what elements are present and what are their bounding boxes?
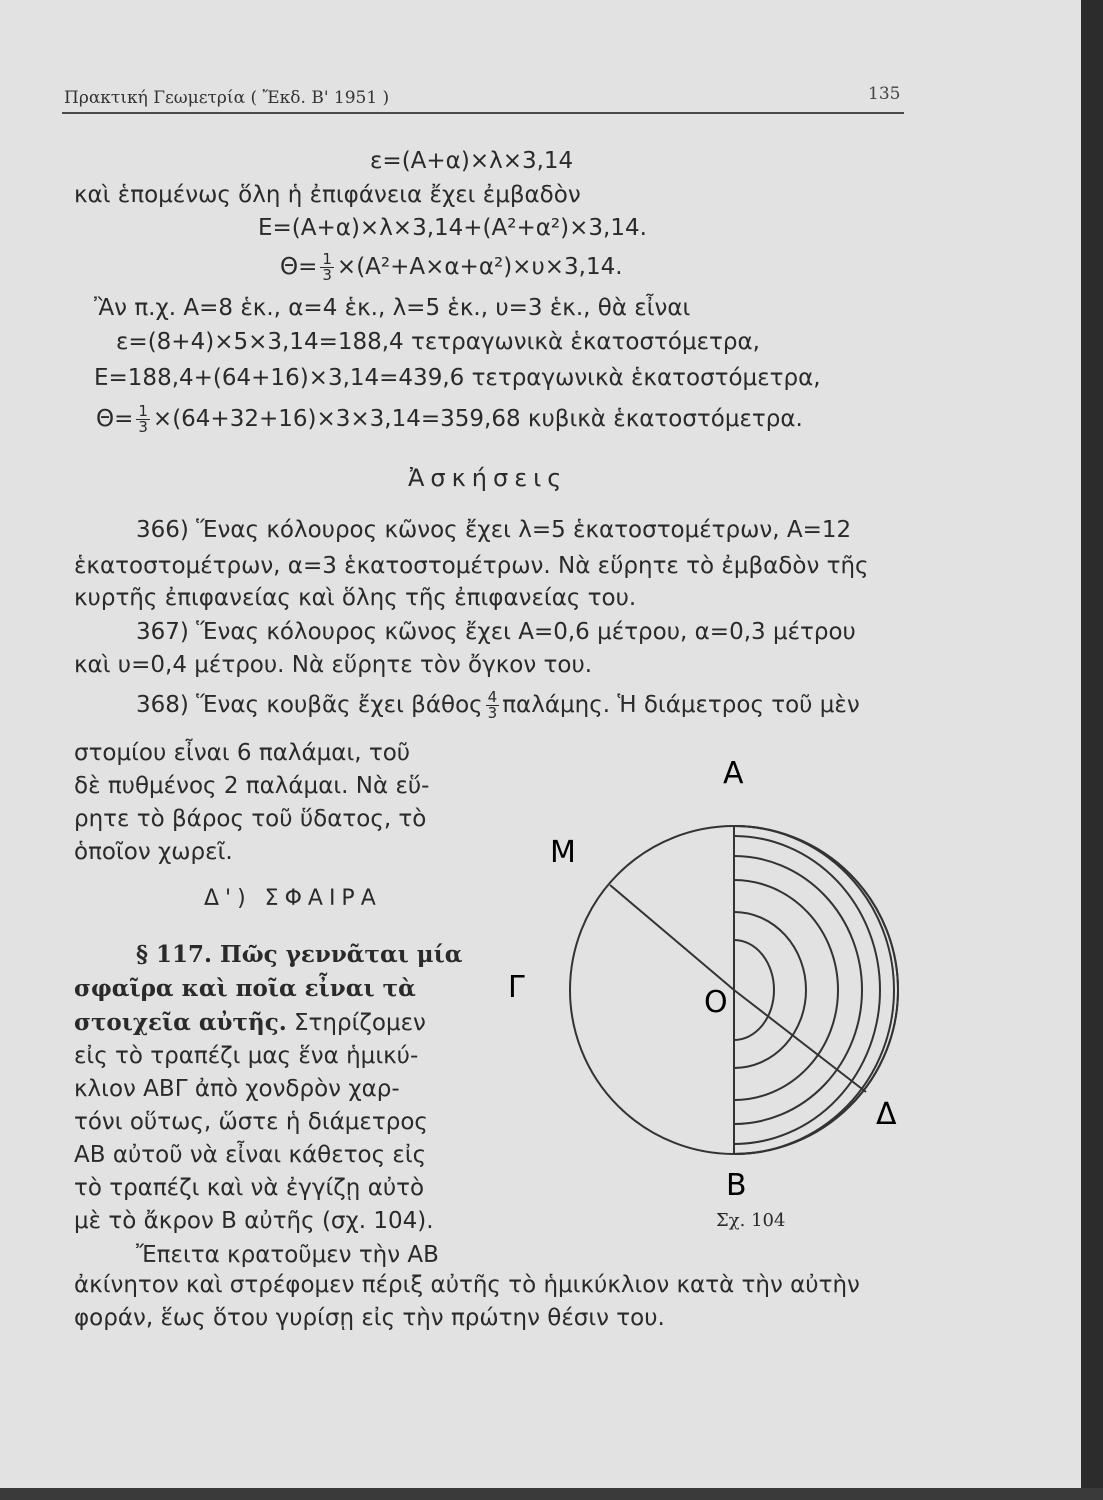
section-title: Δ') ΣΦΑΙΡΑ (204, 886, 382, 911)
fraction-denominator: 3 (322, 266, 332, 284)
exercise-366-line: ἑκατοστομέτρων, α=3 ἑκατοστομέτρων. Νὰ εὕρητε τὸ ἐμβαδὸν τῆς (74, 553, 869, 579)
section-heading-line: στοιχεῖα αὐτῆς. (74, 1009, 287, 1036)
paragraph-line: τὸ τραπέζι καὶ νὰ ἐγγίζῃ αὐτὸ (74, 1175, 425, 1201)
fraction-one-third (136, 404, 150, 435)
formula-theta (280, 252, 623, 283)
semicircle-arc-4 (734, 912, 806, 1068)
paragraph-continuation: Στηρίζομεν (286, 1010, 426, 1036)
fraction-numerator: 4 (487, 688, 498, 706)
figure-caption: Σχ. 104 (716, 1210, 786, 1231)
section-heading-line: § 117. Πῶς γεννᾶται μία (136, 941, 463, 968)
fraction-denominator: 3 (487, 704, 498, 722)
fraction-one-third (320, 252, 334, 283)
exercise-367-line: 367) Ἕνας κόλουρος κῶνος ἔχει Α=0,6 μέτρου, α=0,3 μέτρου (136, 619, 856, 645)
fraction-numerator: 1 (138, 402, 148, 420)
semicircle-edge-2 (734, 826, 894, 1154)
page-number: 135 (868, 84, 901, 104)
exercises-heading: Ἀσκήσεις (408, 464, 568, 492)
formula-E: Ε=(Α+α)×λ×3,14+(Α²+α²)×3,14. (258, 215, 647, 241)
sphere-diagram (500, 740, 960, 1240)
semicircle-arc-2 (734, 856, 862, 1124)
exercise-368-line: στομίου εἶναι 6 παλάμαι, τοῦ (74, 740, 411, 766)
formula-intro: καὶ ἑπομένως ὅλη ἡ ἐπιφάνεια ἔχει ἐμβαδὸν (74, 182, 581, 208)
label-A: Α (723, 756, 744, 791)
fraction-four-thirds (486, 690, 500, 721)
formula-eps: ε=(Α+α)×λ×3,14 (370, 148, 574, 174)
fraction-numerator: 1 (322, 250, 332, 268)
radius-line-M (610, 885, 734, 990)
exercise-366-line: 366) Ἕνας κόλουρος κῶνος ἔχει λ=5 ἑκατοστομέτρων, Α=12 (136, 517, 852, 543)
running-header: Πρακτική Γεωμετρία ( Ἔκδ. Β' 1951 ) (64, 88, 390, 108)
paragraph-line: κλιον ΑΒΓ ἀπὸ χονδρὸν χαρ- (74, 1076, 400, 1102)
exercise-368-line: ὁποῖον χωρεῖ. (74, 839, 233, 865)
formula-theta-rhs: ×(Α²+Α×α+α²)×υ×3,14. (336, 254, 623, 280)
paragraph-line: εἰς τὸ τραπέζι μας ἕνα ἡμικύ- (74, 1043, 419, 1069)
page-edge-right (1081, 0, 1103, 1500)
paragraph2-line: Ἔπειτα κρατοῦμεν τὴν ΑΒ (136, 1242, 439, 1268)
exercise-367-line: καὶ υ=0,4 μέτρου. Νὰ εὕρητε τὸν ὄγκον του. (74, 652, 593, 678)
page-edge-bottom (0, 1488, 1103, 1500)
label-M: Μ (550, 835, 576, 870)
paragraph-line: ΑΒ αὐτοῦ νὰ εἶναι κάθετος εἰς (74, 1142, 427, 1168)
example-given: Ἂν π.χ. Α=8 ἑκ., α=4 ἑκ., λ=5 ἑκ., υ=3 ἑκ., θὰ εἶναι (94, 295, 691, 321)
section-heading-line-3 (74, 1008, 426, 1038)
section-heading-line: σφαῖρα καὶ ποῖα εἶναι τὰ (74, 975, 416, 1002)
paragraph-line: μὲ τὸ ἄκρον Β αὐτῆς (σχ. 104). (74, 1208, 434, 1234)
formula-theta-lhs: Θ= (280, 254, 318, 280)
radius-line-D (734, 990, 866, 1092)
header-rule (62, 112, 904, 114)
exercise-368-part-b: παλάμης. Ἡ διάμετρος τοῦ μὲν (502, 692, 860, 718)
example-theta-lhs: Θ= (96, 406, 134, 432)
label-G: Γ (508, 970, 525, 1005)
exercise-368-first-line (136, 690, 860, 721)
example-E: Ε=188,4+(64+16)×3,14=439,6 τετραγωνικὰ ἑκατοστόμετρα, (94, 365, 821, 391)
label-D: Δ (876, 1097, 897, 1132)
label-O: Ο (704, 985, 728, 1020)
example-theta (96, 404, 803, 435)
semicircle-edge-1 (734, 826, 898, 1154)
example-eps: ε=(8+4)×5×3,14=188,4 τετραγωνικὰ ἑκατοστόμετρα, (116, 329, 760, 355)
paragraph2-line: ἀκίνητον καὶ στρέφομεν πέριξ αὐτῆς τὸ ἡμικύκλιον κατὰ τὴν αὐτὴν (74, 1272, 860, 1298)
exercise-368-line: ρητε τὸ βάρος τοῦ ὕδατος, τὸ (74, 806, 427, 832)
exercise-366-line: κυρτῆς ἐπιφανείας καὶ ὅλης τῆς ἐπιφανείας του. (74, 585, 637, 611)
example-theta-rhs: ×(64+32+16)×3×3,14=359,68 κυβικὰ ἑκατοστόμετρα. (152, 406, 803, 432)
fraction-denominator: 3 (138, 418, 148, 436)
label-B: Β (726, 1168, 747, 1203)
exercise-368-part-a: 368) Ἕνας κουβᾶς ἔχει βάθος (136, 692, 483, 718)
figure-104 (500, 740, 960, 1240)
paragraph2-line: φοράν, ἕως ὅτου γυρίσῃ εἰς τὴν πρώτην θέσιν του. (74, 1305, 665, 1331)
semicircle-arc-5 (734, 940, 774, 1040)
exercise-368-line: δὲ πυθμένος 2 παλάμαι. Νὰ εὕ- (74, 773, 430, 799)
paragraph-line: τόνι οὕτως, ὥστε ἡ διάμετρος (74, 1109, 428, 1135)
